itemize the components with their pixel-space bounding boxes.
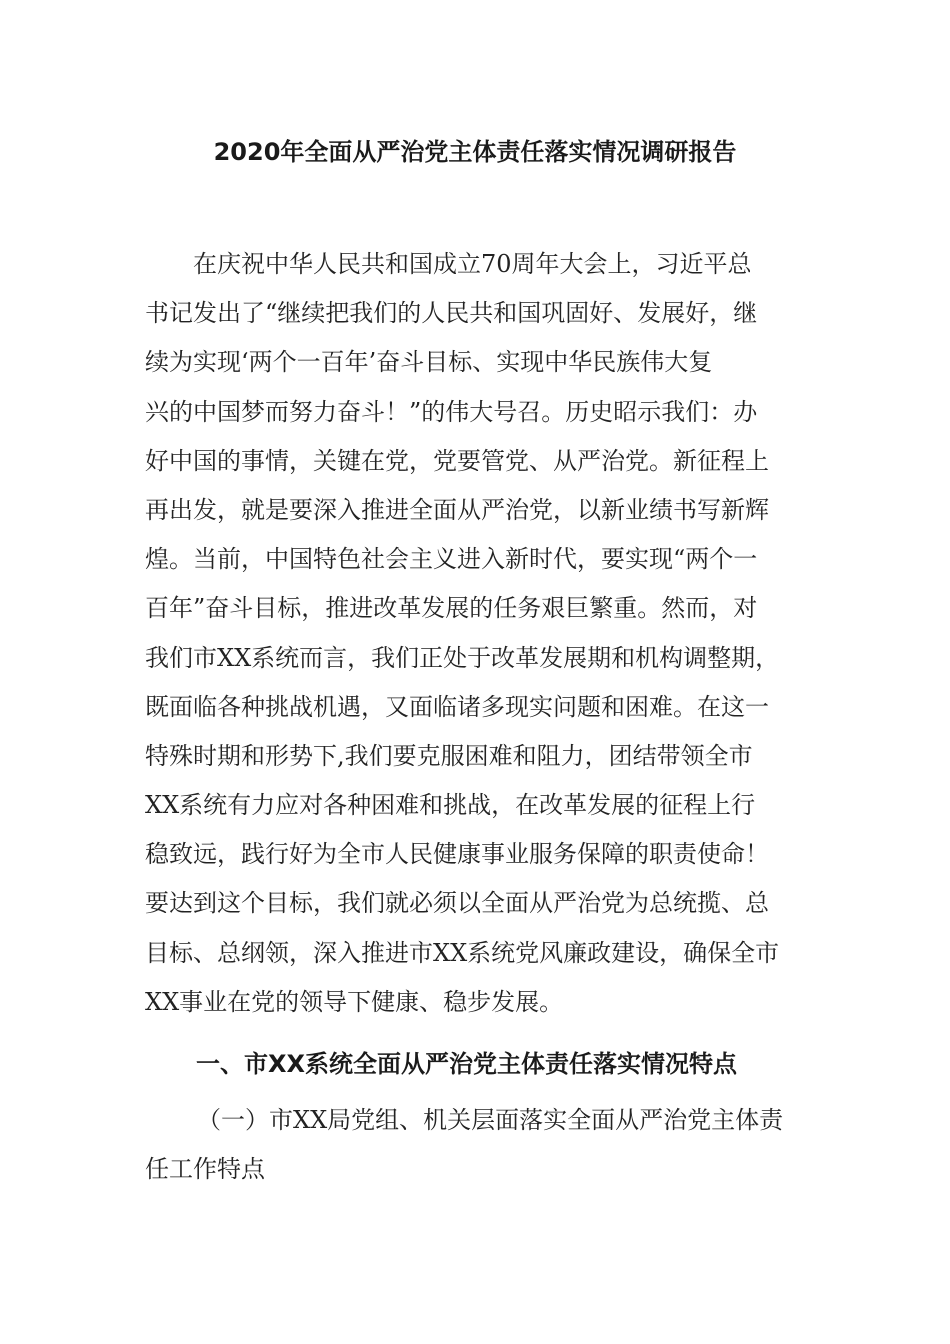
paragraph-line: 在庆祝中华人民共和国成立70周年大会上，习近平总 (145, 250, 752, 278)
paragraph-line: 我们市XX系统而言，我们正处于改革发展期和机构调整期， (145, 643, 780, 672)
paragraph-line: 续为实现‘两个一百年’奋斗目标、实现中华民族伟大复 (145, 348, 713, 377)
paragraph-line: 目标、总纲领，深入推进市XX系统党风廉政建设，确保全市 (145, 938, 780, 967)
paragraph-line: 要达到这个目标，我们就必须以全面从严治党为总统揽、总 (145, 889, 769, 918)
paragraph-line: 好中国的事情，关键在党，党要管党、从严治党。新征程上 (145, 446, 769, 475)
document-title: 2020年全面从严治党主体责任落实情况调研报告 (213, 138, 737, 166)
subsection-heading (145, 1096, 809, 1194)
paragraph-line: 特殊时期和形势下,我们要克服困难和阻力，团结带领全市 (145, 741, 753, 770)
paragraph-line: XX系统有力应对各种困难和挑战，在改革发展的征程上行 (145, 791, 756, 820)
paragraph-line: 书记发出了“继续把我们的人民共和国巩固好、发展好，继 (145, 299, 758, 328)
intro-paragraph (145, 240, 809, 1027)
paragraph-line: 既面临各种挑战机遇，又面临诸多现实问题和困难。在这一 (145, 692, 769, 721)
section-heading: 一、市XX系统全面从严治党主体责任落实情况特点 (196, 1050, 738, 1078)
paragraph-line: 百年”奋斗目标，推进改革发展的任务艰巨繁重。然而，对 (145, 594, 758, 623)
paragraph-line: XX事业在党的领导下健康、稳步发展。 (145, 987, 564, 1016)
paragraph-line: 稳致远，践行好为全市人民健康事业服务保障的职责使命！ (145, 840, 769, 869)
subsection-heading-line: （一）市XX局党组、机关层面落实全面从严治党主体责 (197, 1106, 784, 1134)
subsection-heading-line: 任工作特点 (145, 1155, 265, 1184)
paragraph-line: 再出发，就是要深入推进全面从严治党，以新业绩书写新辉 (145, 495, 769, 524)
paragraph-line: 煌。当前，中国特色社会主义进入新时代，要实现“两个一 (145, 545, 758, 574)
paragraph-line: 兴的中国梦而努力奋斗！”的伟大号召。历史昭示我们：办 (145, 397, 758, 426)
